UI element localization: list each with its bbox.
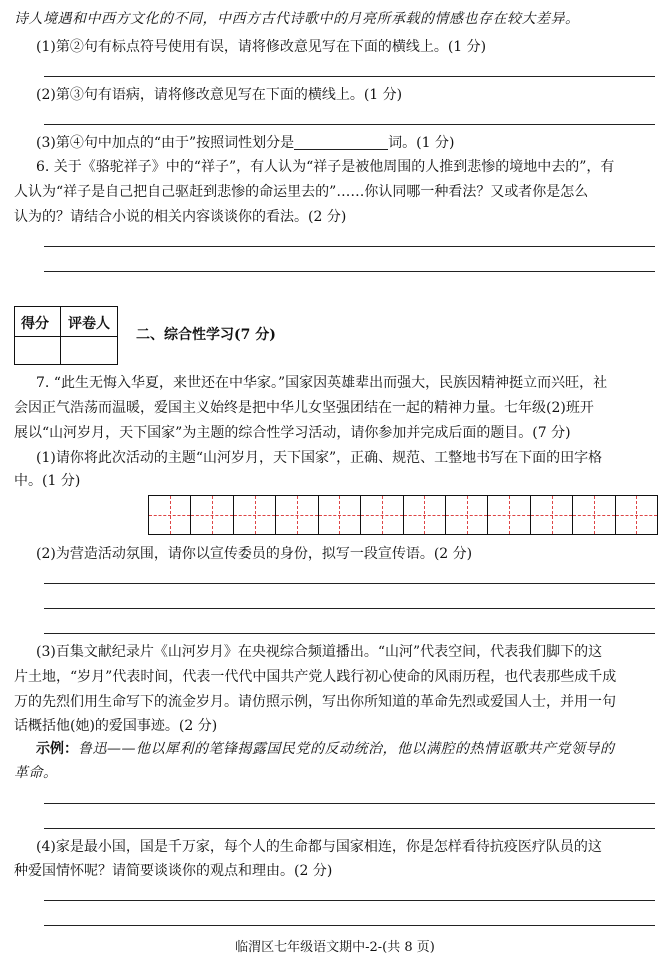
- answer-line[interactable]: [44, 246, 655, 247]
- answer-line[interactable]: [44, 124, 655, 125]
- grid-cell[interactable]: [488, 496, 530, 534]
- section-title: 二、综合性学习(7 分): [136, 327, 276, 343]
- answer-line[interactable]: [44, 76, 655, 77]
- question-7-2: (2)为营造活动氛围，请你以宣传委员的身份，拟写一段宣传语。(2 分): [36, 546, 473, 562]
- grid-cell[interactable]: [446, 496, 488, 534]
- answer-line[interactable]: [44, 828, 655, 829]
- grid-cell[interactable]: [573, 496, 615, 534]
- answer-line[interactable]: [44, 271, 655, 272]
- question-5-1: (1)第②句有标点符号使用有误，请将修改意见写在下面的横线上。(1 分): [36, 39, 487, 55]
- question-7-3-line-1: (3)百集文献纪录片《山河岁月》在央视综合频道播出。“山河”代表空间，代表我们脚下的这: [36, 644, 603, 660]
- score-label: 得分: [21, 316, 49, 332]
- answer-line[interactable]: [44, 583, 655, 584]
- answer-line[interactable]: [44, 925, 655, 926]
- question-7-line-3: 展以“山河岁月，天下国家”为主题的综合性学习活动，请你参加并完成后面的题目。(7 分): [14, 425, 571, 441]
- answer-line[interactable]: [44, 608, 655, 609]
- grid-cell[interactable]: [149, 496, 191, 534]
- question-7-line-1: 7. “此生无悔入华夏，来世还在中华家。”国家因英雄辈出而强大，民族因精神挺立而兴旺，社: [36, 375, 608, 391]
- grid-cell[interactable]: [616, 496, 657, 534]
- question-7-1-line-1: (1)请你将此次活动的主题“山河岁月，天下国家”，正确、规范、工整地书写在下面的田字格: [36, 450, 603, 466]
- fill-blank[interactable]: [294, 135, 388, 150]
- grid-cell[interactable]: [276, 496, 318, 534]
- example-label: 示例：: [36, 741, 78, 757]
- grader-label: 评卷人: [68, 316, 110, 332]
- question-5-3-suffix: 词。(1 分): [388, 135, 455, 151]
- question-5-3-text: (3)第④句中加点的“由于”按照词性划分是: [36, 135, 295, 151]
- question-7-3-line-2: 片土地，“岁月”代表时间，代表一代代中国共产党人践行初心使命的风雨历程，也代表那些成千成: [14, 669, 617, 685]
- question-5-2: (2)第③句有语病，请将修改意见写在下面的横线上。(1 分): [36, 87, 403, 103]
- question-7-1-line-2: 中。(1 分): [14, 473, 81, 489]
- question-7-3-line-3: 万的先烈们用生命写下的流金岁月。请仿照示例，写出你所知道的革命先烈或爱国人士，并用一句: [14, 694, 616, 710]
- score-box: [14, 306, 118, 365]
- example-line-1: [36, 740, 615, 759]
- question-6-line-1: 6. 关于《骆驼祥子》中的“祥子”，有人认为“祥子是被他周围的人推到悲惨的境地中去的”，有: [36, 159, 615, 175]
- example-line-2: 革命。: [14, 765, 58, 781]
- grid-cell[interactable]: [361, 496, 403, 534]
- question-6-line-2: 人认为“祥子是自己把自己驱赶到悲惨的命运里去的”……你认同哪一种看法？又或者你是怎么: [14, 184, 589, 200]
- passage-last-line: 诗人境遇和中西方文化的不同，中西方古代诗歌中的月亮所承载的情感也存在较大差异。: [14, 11, 580, 27]
- answer-line[interactable]: [44, 633, 655, 634]
- question-7-3-line-4: 话概括他(她)的爱国事迹。(2 分): [14, 718, 218, 734]
- example-text: 鲁迅——他以犀利的笔锋揭露国民党的反动统治，他以满腔的热情讴歌共产党领导的: [78, 741, 615, 757]
- grid-cell[interactable]: [404, 496, 446, 534]
- page-footer: 临渭区七年级语文期中-2-(共 8 页): [235, 940, 435, 955]
- grid-cell[interactable]: [234, 496, 276, 534]
- question-6-line-3: 认为的？请结合小说的相关内容谈谈你的看法。(2 分): [14, 209, 347, 225]
- question-5-3: [36, 134, 454, 153]
- tian-zi-grid[interactable]: [148, 495, 658, 535]
- grid-cell[interactable]: [319, 496, 361, 534]
- question-7-line-2: 会因正气浩荡而温暖，爱国主义始终是把中华儿女坚强团结在一起的精神力量。七年级(2)班开: [14, 400, 594, 416]
- question-7-4-line-2: 种爱国情怀呢？请简要谈谈你的观点和理由。(2 分): [14, 863, 333, 879]
- answer-line[interactable]: [44, 900, 655, 901]
- grid-cell[interactable]: [531, 496, 573, 534]
- answer-line[interactable]: [44, 803, 655, 804]
- grid-cell[interactable]: [191, 496, 233, 534]
- question-7-4-line-1: (4)家是最小国，国是千万家，每个人的生命都与国家相连，你是怎样看待抗疫医疗队员的这: [36, 839, 602, 855]
